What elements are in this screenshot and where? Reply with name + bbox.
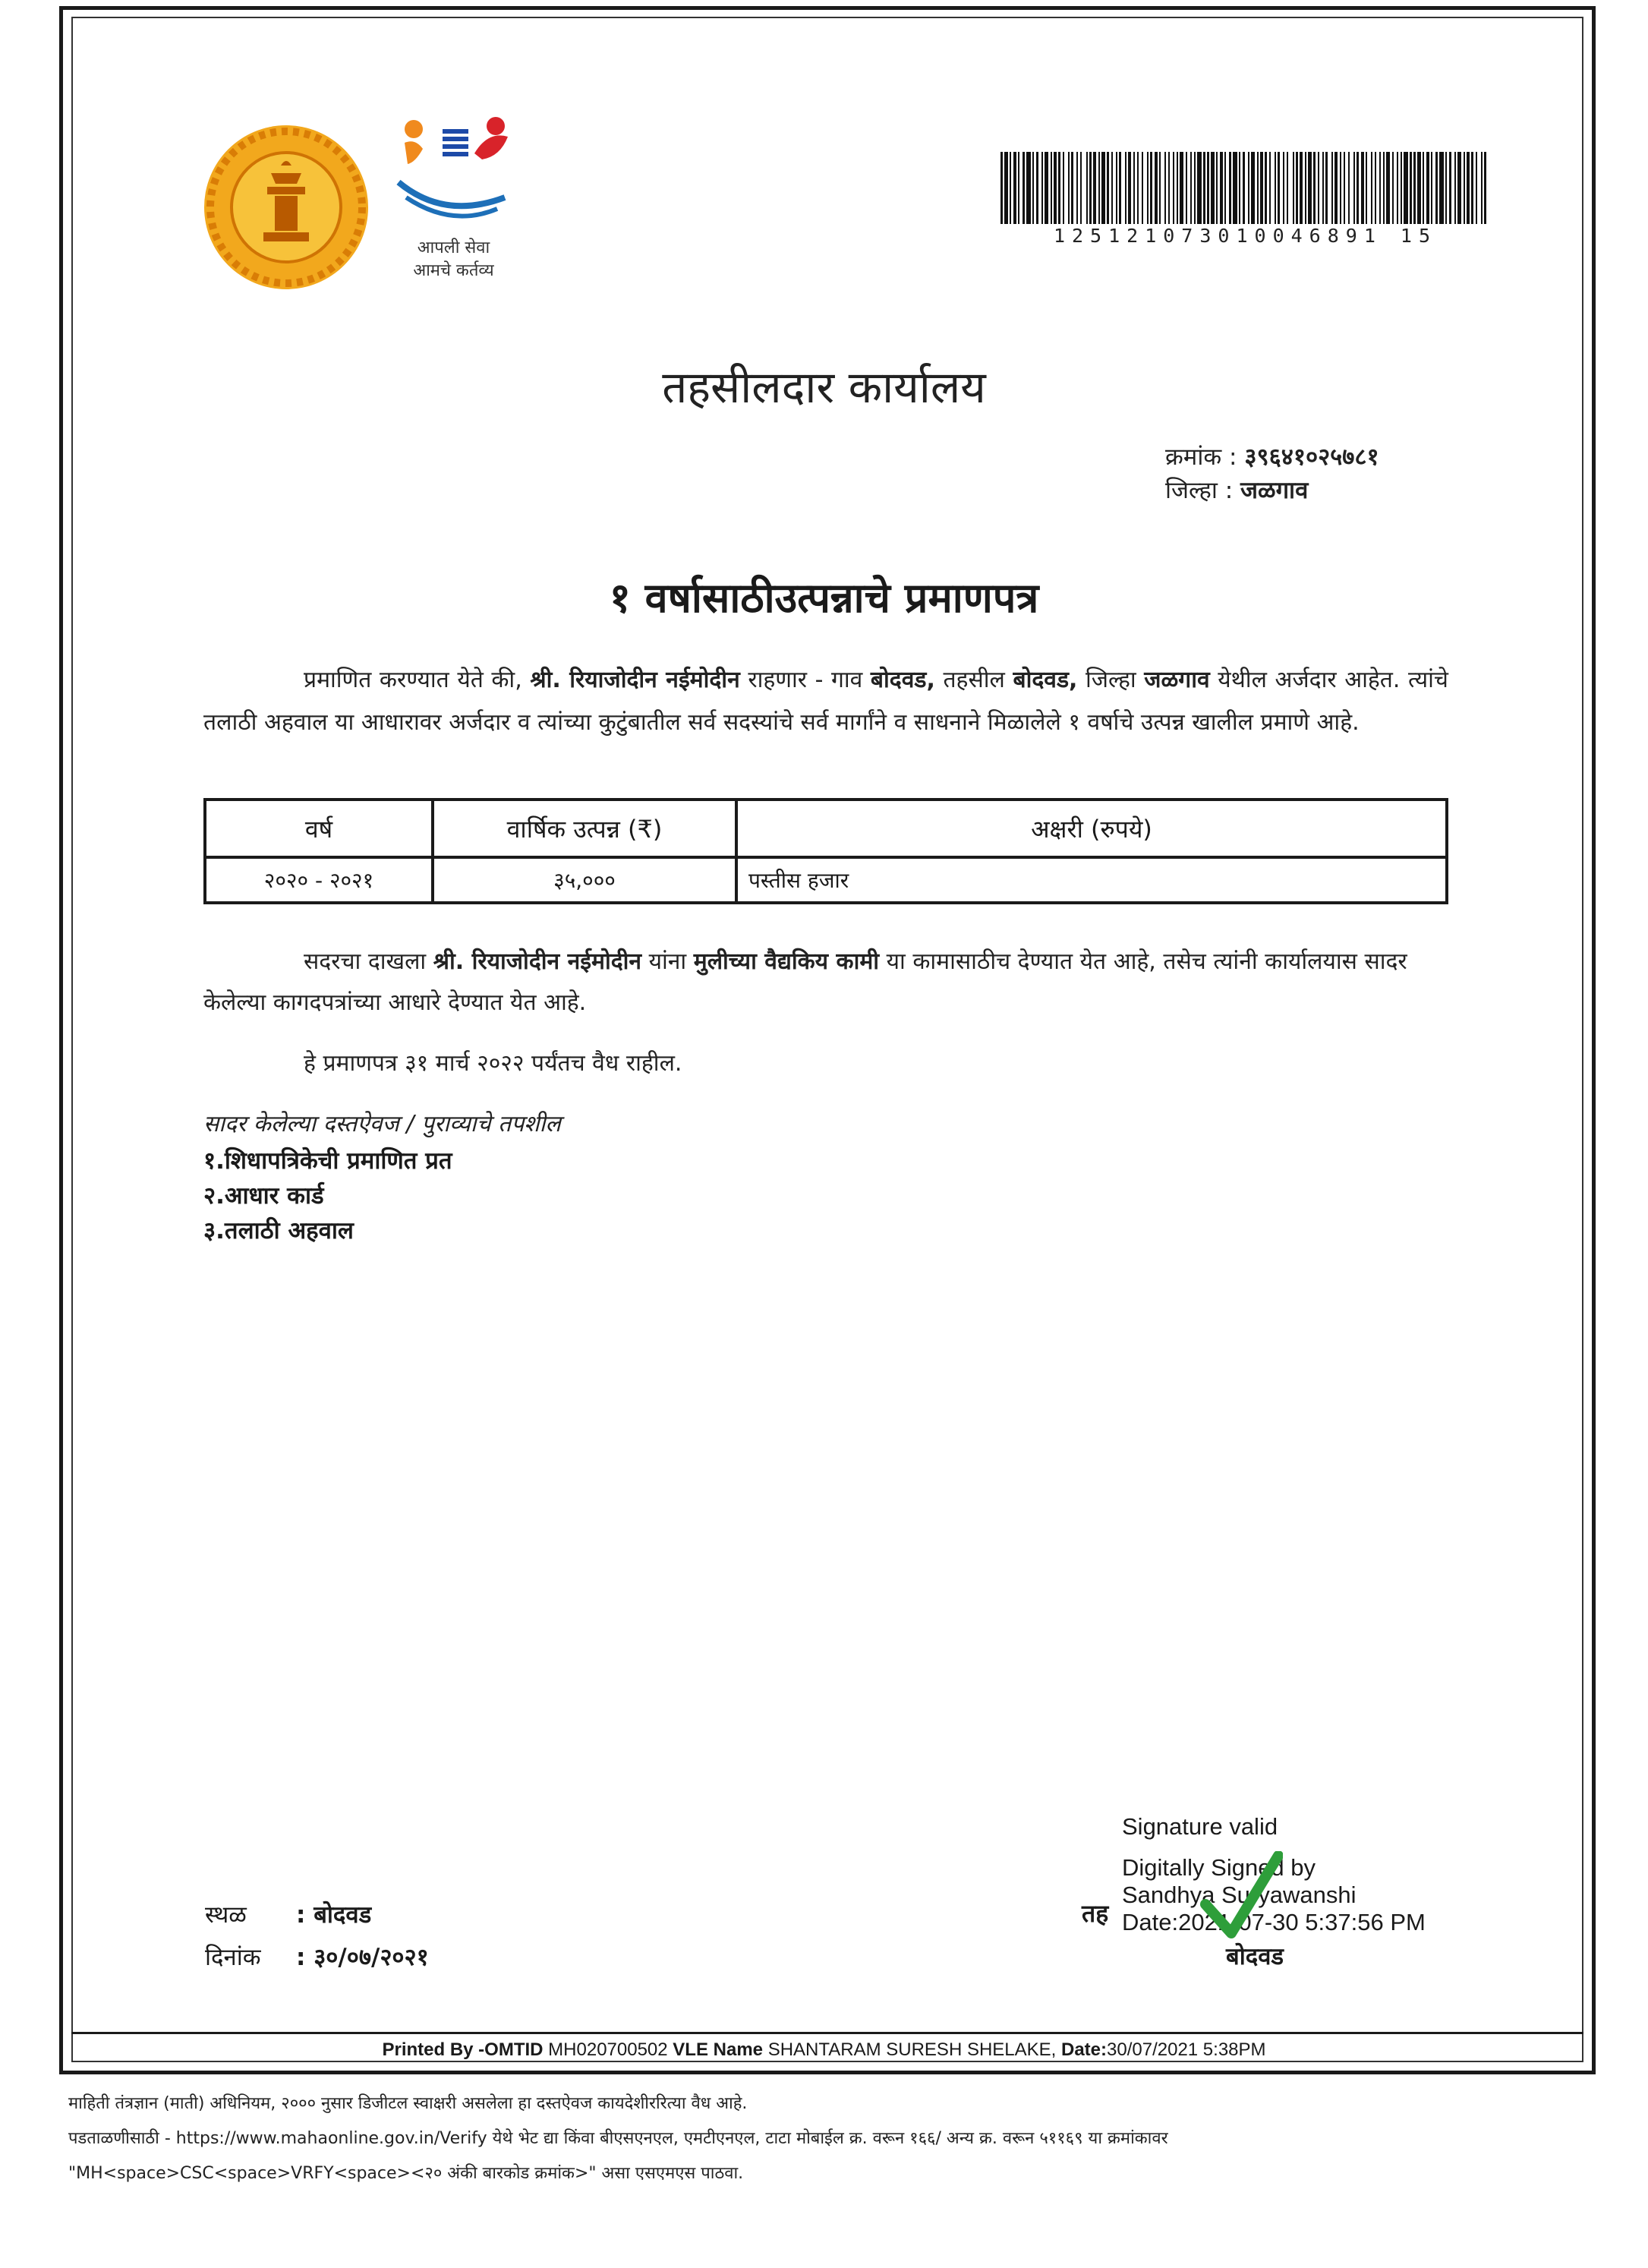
kramank-line xyxy=(1165,440,1379,474)
barcode-bar xyxy=(1348,152,1350,224)
printed-date-label: Date: xyxy=(1061,2039,1108,2060)
barcode-bar xyxy=(1410,152,1412,224)
barcode-bar xyxy=(1101,152,1105,224)
barcode-bar xyxy=(1000,152,1003,224)
cell-year: २०२० - २०२१ xyxy=(205,857,433,903)
barcode-bar xyxy=(1454,152,1456,224)
intro-paragraph xyxy=(203,659,1448,744)
barcode-bar xyxy=(1133,152,1135,224)
barcode-bar xyxy=(1423,152,1424,224)
barcode-bar xyxy=(1308,152,1312,224)
certificate-title: १ वर्षासाठीउत्पन्नाचे प्रमाणपत्र xyxy=(609,574,1039,622)
barcode-bar xyxy=(1054,152,1057,224)
barcode-bar xyxy=(1155,152,1158,224)
barcode-bar xyxy=(1173,152,1174,224)
purpose-applicant-name: श्री. रियाजोदीन नईमोदीन xyxy=(433,948,642,975)
barcode-bar xyxy=(1116,152,1117,224)
logo-caption xyxy=(383,237,524,282)
barcode-bar xyxy=(1229,152,1231,224)
place-date-block xyxy=(205,1894,429,1979)
table-row xyxy=(205,857,1447,903)
documents-heading: सादर केलेल्या दस्तऐवज / पुराव्याचे तपशील xyxy=(203,1111,561,1137)
printed-by-label: Printed By -OMTID xyxy=(382,2039,544,2060)
barcode-bar xyxy=(1383,152,1385,224)
intro-text-1: प्रमाणित करण्यात येते की, xyxy=(304,667,522,693)
barcode-bar xyxy=(1257,152,1259,224)
barcode-bar xyxy=(1180,152,1183,224)
barcode-bar xyxy=(1313,152,1316,224)
barcode-bar xyxy=(1233,152,1237,224)
barcode-bar xyxy=(1248,152,1249,224)
cell-income-words: पस्तीस हजार xyxy=(736,857,1447,903)
barcode-bar xyxy=(1457,152,1461,224)
barcode-bar xyxy=(1186,152,1187,224)
omtid-value: MH020700502 xyxy=(548,2039,668,2060)
date-line xyxy=(205,1936,429,1979)
barcode-bar xyxy=(1243,152,1245,224)
barcode-bar xyxy=(1278,152,1280,224)
purpose-reason: मुलीच्या वैद्यकिय कामी xyxy=(693,948,880,975)
barcode-bar xyxy=(1426,152,1429,224)
barcode-bar xyxy=(1287,152,1288,224)
footer-line-2: पडताळणीसाठी - https://www.mahaonline.gov.in/Verify येथे भेट द्या किंवा बीएसएनएल, एमटीएनएल, टाटा मोबाईल क्र. वरून १६६/ अन्य क्र. वरून ५११६९ या क्रमांकावर xyxy=(68,2129,1168,2148)
certificate-inner-border xyxy=(71,17,1583,2062)
barcode-bar xyxy=(1471,152,1473,224)
income-table-header-row xyxy=(205,800,1447,857)
vle-label: VLE Name xyxy=(673,2039,764,2060)
list-item: ३.तलाठी अहवाल xyxy=(203,1217,354,1244)
barcode-bar xyxy=(1449,152,1451,224)
barcode-bar xyxy=(1251,152,1255,224)
footer-line-1: माहिती तंत्रज्ञान (माती) अधिनियम, २००० नुसार डिजीटल स्वाक्षरी असलेला हा दस्तऐवज कायदेशीररित्या वैध आहे. xyxy=(68,2094,748,2113)
barcode-bar xyxy=(1386,152,1390,224)
barcode-bar xyxy=(1045,152,1048,224)
barcode-bar xyxy=(1119,152,1121,224)
barcode-bar xyxy=(1265,152,1267,224)
barcode-bar xyxy=(1203,152,1205,224)
barcode-bar xyxy=(1211,152,1215,224)
certificate-meta xyxy=(1165,440,1379,507)
barcode-bar xyxy=(1413,152,1416,224)
barcode-bar xyxy=(1293,152,1294,224)
barcode-bar xyxy=(1431,152,1432,224)
signature-date: Date:2021-07-30 5:37:56 PM xyxy=(1122,1909,1426,1935)
barcode-number: 125121073010046891 15 xyxy=(1053,225,1438,247)
barcode-bar xyxy=(1361,152,1364,224)
barcode-bar xyxy=(1142,152,1143,224)
barcode-bar xyxy=(1128,152,1131,224)
kramank-label: क्रमांक : xyxy=(1165,443,1237,471)
barcode-bar xyxy=(1018,152,1019,224)
printed-by-line xyxy=(0,2039,1648,2061)
footer-divider xyxy=(71,2032,1583,2034)
purpose-text-3: या कामासाठीच देण्यात येत आहे, तसेच त्यांनी कार्यालयास सादर केलेल्या कागदपत्रांच्या आधारे देण्यात येत आहे. xyxy=(203,948,1407,1016)
barcode-bar xyxy=(1366,152,1367,224)
barcode-bar xyxy=(1051,152,1052,224)
barcode-bar xyxy=(1036,152,1038,224)
date-label: दिनांक xyxy=(205,1944,261,1971)
barcode-bar xyxy=(1357,152,1359,224)
jilha-label: जिल्हा : xyxy=(1165,477,1234,504)
barcode-bar xyxy=(1086,152,1088,224)
barcode-bar xyxy=(1194,152,1196,224)
barcode-bar xyxy=(1010,152,1011,224)
barcode-bar xyxy=(1467,152,1470,224)
barcode-bar xyxy=(1445,152,1447,224)
barcode-bar xyxy=(1331,152,1333,224)
intro-text-2: राहणार - गाव xyxy=(748,667,863,693)
barcode-bar xyxy=(1322,152,1324,224)
district-name: जळगाव xyxy=(1144,667,1210,693)
barcode-bar xyxy=(1318,152,1319,224)
list-item: २.आधार कार्ड xyxy=(203,1182,324,1210)
maharashtra-emblem-icon xyxy=(199,120,373,295)
barcode-bar xyxy=(1071,152,1073,224)
purpose-text-2: यांना xyxy=(648,948,687,975)
list-item: १.शिधापत्रिकेची प्रमाणित प्रत xyxy=(203,1147,452,1175)
barcode-bar xyxy=(1224,152,1226,224)
barcode-bar xyxy=(1239,152,1240,224)
intro-text-4: जिल्हा xyxy=(1086,667,1136,693)
barcode-bar xyxy=(1296,152,1298,224)
header-year: वर्ष xyxy=(205,800,433,857)
cell-income: ३५,००० xyxy=(433,857,736,903)
income-table xyxy=(203,798,1448,904)
documents-list xyxy=(203,1143,452,1248)
barcode-bar xyxy=(1093,152,1096,224)
barcode-bar xyxy=(1404,152,1408,224)
barcode-bar xyxy=(1216,152,1218,224)
barcode-bar xyxy=(1058,152,1060,224)
place-label: स्थळ xyxy=(205,1901,247,1929)
vle-name: SHANTARAM SURESH SHELAKE, xyxy=(767,2039,1057,2060)
barcode-bar xyxy=(1275,152,1276,224)
applicant-name: श्री. रियाजोदीन नईमोदीन xyxy=(530,667,740,693)
barcode-bar xyxy=(1340,152,1341,224)
barcode-bar xyxy=(1004,152,1008,224)
barcode-bar xyxy=(1177,152,1178,224)
barcode-bar xyxy=(1063,152,1064,224)
office-title: तहसीलदार कार्यालय xyxy=(662,361,986,413)
barcode-bar xyxy=(1283,152,1284,224)
footer-line-3: "MH<space>CSC<space>VRFY<space><२० अंकी बारकोड क्रमांक>" असा एसएमएस पाठवा. xyxy=(68,2164,744,2183)
header-annual-income: वार्षिक उत्पन्न (₹) xyxy=(433,800,736,857)
logo-caption-line1: आपली सेवा xyxy=(417,238,490,257)
signature-checkmark-icon xyxy=(1199,1851,1283,1942)
barcode-bar xyxy=(1080,152,1082,224)
barcode-bar xyxy=(1464,152,1465,224)
barcode-bar xyxy=(1164,152,1166,224)
jilha-value: जळगाव xyxy=(1240,477,1309,504)
validity-text: हे प्रमाणपत्र ३१ मार्च २०२२ पर्यंतच वैध राहील. xyxy=(304,1050,682,1077)
barcode-bar xyxy=(1150,152,1152,224)
logo-caption-line2: आमचे कर्तव्य xyxy=(413,261,494,280)
barcode-bar xyxy=(1111,152,1113,224)
barcode-bar xyxy=(1041,152,1043,224)
intro-text-3: तहसील xyxy=(943,667,1005,693)
signer-name: Sandhya Suryawanshi xyxy=(1122,1882,1357,1908)
barcode-bar xyxy=(1353,152,1355,224)
barcode-bar xyxy=(1375,152,1376,224)
barcode-bar xyxy=(1207,152,1209,224)
barcode-bar xyxy=(1484,152,1486,224)
signature-designation-prefix: तह xyxy=(1082,1899,1109,1928)
date-value: : ३०/०७/२०२१ xyxy=(296,1944,429,1971)
barcode-bar xyxy=(1481,152,1483,224)
barcode-icon xyxy=(1000,152,1490,224)
barcode-bar xyxy=(1334,152,1338,224)
barcode-bar xyxy=(1190,152,1192,224)
barcode-bar xyxy=(1159,152,1161,224)
barcode-bar xyxy=(1068,152,1070,224)
signed-by-text: Digitally Signed by xyxy=(1122,1854,1316,1881)
purpose-paragraph xyxy=(203,942,1448,1024)
barcode-bar xyxy=(1137,152,1139,224)
barcode-bar xyxy=(1076,152,1078,224)
barcode-bar xyxy=(1098,152,1100,224)
barcode-bar xyxy=(1379,152,1381,224)
barcode-bar xyxy=(1089,152,1092,224)
barcode-bar xyxy=(1147,152,1149,224)
legal-footer xyxy=(68,2087,1602,2191)
kramank-value: ३९६४१०२५७८१ xyxy=(1244,443,1379,471)
barcode-bar xyxy=(1325,152,1328,224)
barcode-bar xyxy=(1417,152,1421,224)
barcode-bar xyxy=(1023,152,1025,224)
barcode-bar xyxy=(1476,152,1477,224)
barcode-bar xyxy=(1300,152,1303,224)
barcode-bar xyxy=(1401,152,1402,224)
barcode-bar xyxy=(1107,152,1109,224)
barcode-bar xyxy=(1397,152,1398,224)
printed-date-value: 30/07/2021 5:38PM xyxy=(1107,2039,1266,2060)
signature-place: बोदवड xyxy=(1226,1943,1284,1970)
barcode-bar xyxy=(1220,152,1223,224)
header-in-words: अक्षरी (रुपये) xyxy=(736,800,1447,857)
barcode-bar xyxy=(1269,152,1271,224)
barcode-bar xyxy=(1168,152,1170,224)
intro-text-5: येथील अर्जदार आहेत. त्यांचे तलाठी अहवाल या आधारावर अर्जदार व त्यांच्या कुटुंबातील सर्व सदस्यांचे सर्व मार्गांने व साधनाने मिळालेले १ वर्षाचे उत्पन्न खालील प्रमाणे आहे. xyxy=(203,667,1448,736)
barcode-bar xyxy=(1392,152,1394,224)
barcode-bar xyxy=(1026,152,1031,224)
barcode-bar xyxy=(1371,152,1372,224)
place-value: : बोदवड xyxy=(296,1901,372,1929)
barcode-bar xyxy=(1032,152,1034,224)
barcode-bar xyxy=(1125,152,1127,224)
barcode-bar xyxy=(1305,152,1306,224)
barcode-bar xyxy=(1435,152,1438,224)
purpose-text-1: सदरचा दाखला xyxy=(304,948,427,975)
barcode-bar xyxy=(1013,152,1016,224)
signature-valid-text: Signature valid xyxy=(1122,1813,1278,1840)
taluka-name: बोदवड, xyxy=(1013,667,1078,693)
barcode-bar xyxy=(1197,152,1202,224)
barcode-bar xyxy=(1260,152,1263,224)
place-line xyxy=(205,1894,429,1936)
barcode-bar xyxy=(1439,152,1444,224)
jilha-line xyxy=(1165,474,1379,507)
barcode-bar xyxy=(1344,152,1345,224)
village-name: बोदवड, xyxy=(870,667,935,693)
